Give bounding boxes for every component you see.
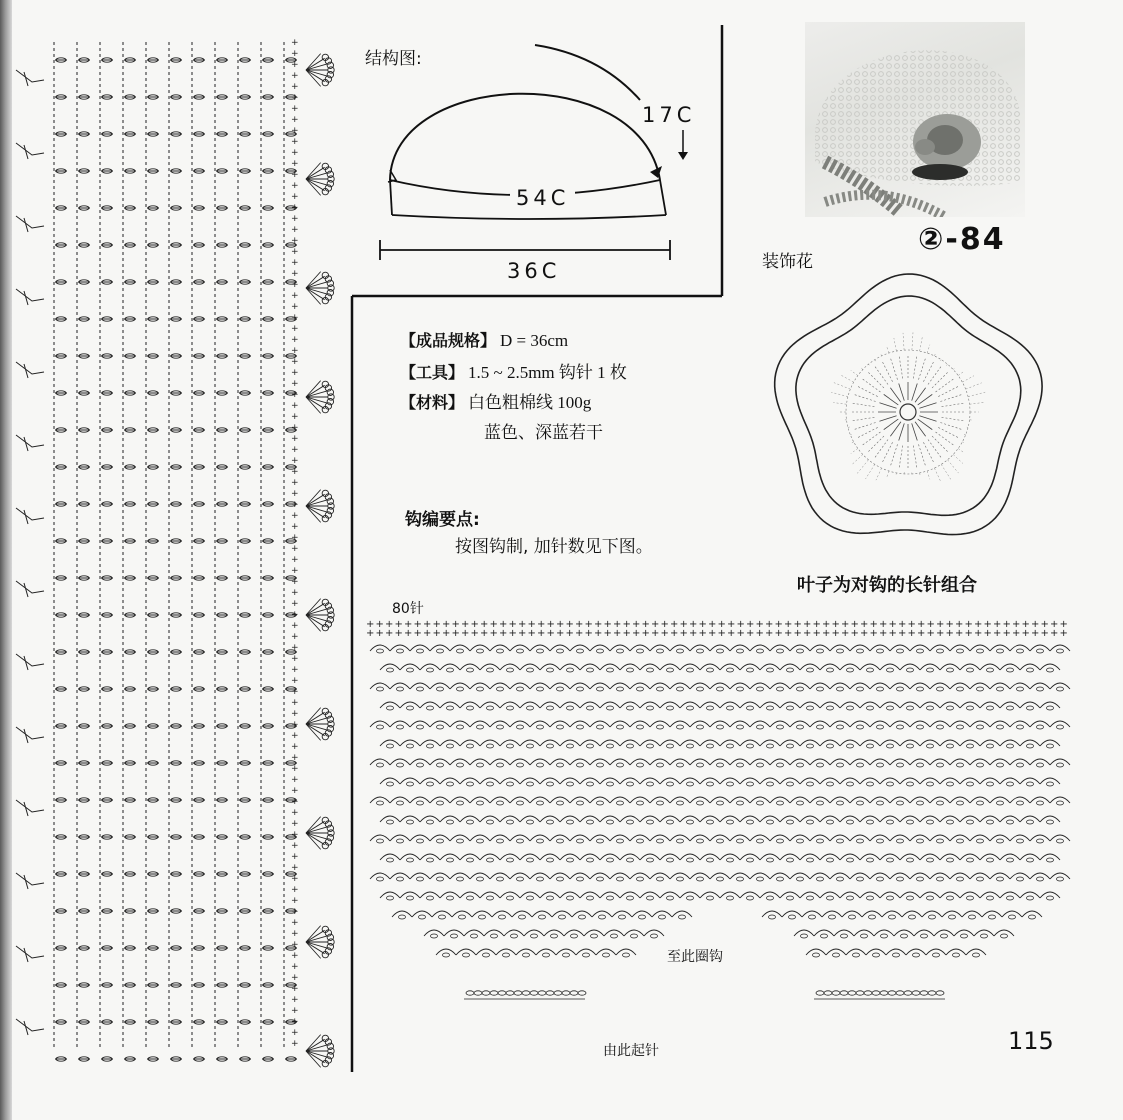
svg-text:+: + <box>565 628 574 639</box>
svg-text:+: + <box>291 467 299 477</box>
svg-text:+: + <box>291 698 299 708</box>
svg-text:+: + <box>983 619 992 630</box>
svg-text:+: + <box>1021 619 1030 630</box>
svg-text:+: + <box>641 619 650 630</box>
svg-text:+: + <box>291 511 299 521</box>
svg-text:+: + <box>291 522 299 532</box>
svg-text:+: + <box>898 628 907 639</box>
svg-text:+: + <box>291 830 299 840</box>
svg-text:+: + <box>291 654 299 664</box>
svg-text:+: + <box>291 841 299 851</box>
svg-text:+: + <box>291 929 299 939</box>
svg-text:+: + <box>291 181 299 191</box>
svg-text:+: + <box>291 478 299 488</box>
svg-text:+: + <box>537 628 546 639</box>
svg-text:+: + <box>736 628 745 639</box>
svg-text:+: + <box>291 324 299 334</box>
svg-text:+: + <box>291 434 299 444</box>
svg-text:+: + <box>291 225 299 235</box>
svg-text:+: + <box>679 628 688 639</box>
svg-text:+: + <box>689 628 698 639</box>
flower-stitches <box>775 274 1042 535</box>
svg-text:+: + <box>291 126 299 136</box>
svg-text:+: + <box>394 628 403 639</box>
svg-text:+: + <box>291 236 299 246</box>
svg-text:+: + <box>1050 619 1059 630</box>
svg-text:+: + <box>291 49 299 59</box>
start-label: 由此起针 <box>603 1043 659 1059</box>
svg-text:+: + <box>291 302 299 312</box>
svg-text:+: + <box>291 170 299 180</box>
svg-text:+: + <box>632 628 641 639</box>
svg-text:+: + <box>670 619 679 630</box>
svg-text:+: + <box>291 951 299 961</box>
crown-crochet-chart <box>360 615 1080 1035</box>
svg-text:+: + <box>907 619 916 630</box>
svg-text:+: + <box>784 628 793 639</box>
svg-text:+: + <box>291 896 299 906</box>
svg-text:+: + <box>641 628 650 639</box>
svg-text:+: + <box>1021 628 1030 639</box>
svg-text:+: + <box>291 918 299 928</box>
svg-text:+: + <box>291 445 299 455</box>
svg-text:+: + <box>822 628 831 639</box>
svg-text:+: + <box>291 390 299 400</box>
svg-text:+: + <box>746 628 755 639</box>
svg-text:+: + <box>860 619 869 630</box>
svg-text:+: + <box>291 346 299 356</box>
svg-text:+: + <box>527 619 536 630</box>
spec-value: D = 36cm <box>500 331 569 350</box>
svg-text:+: + <box>879 619 888 630</box>
svg-text:+: + <box>888 619 897 630</box>
svg-text:+: + <box>291 1017 299 1027</box>
svg-text:+: + <box>291 786 299 796</box>
svg-text:+: + <box>291 599 299 609</box>
svg-text:+: + <box>291 412 299 422</box>
svg-text:+: + <box>717 628 726 639</box>
svg-text:+: + <box>489 628 498 639</box>
dimension-top: 17C <box>642 103 696 127</box>
svg-text:+: + <box>1002 628 1011 639</box>
svg-text:+: + <box>1040 619 1049 630</box>
svg-text:+: + <box>926 619 935 630</box>
svg-text:+: + <box>613 628 622 639</box>
svg-text:+: + <box>291 555 299 565</box>
svg-text:+: + <box>508 619 517 630</box>
svg-text:+: + <box>803 628 812 639</box>
svg-text:+: + <box>955 619 964 630</box>
svg-text:+: + <box>584 619 593 630</box>
svg-text:+: + <box>470 628 479 639</box>
svg-text:+: + <box>404 619 413 630</box>
svg-text:+: + <box>291 995 299 1005</box>
svg-text:+: + <box>955 628 964 639</box>
svg-text:+: + <box>291 676 299 686</box>
svg-text:+: + <box>964 619 973 630</box>
svg-text:+: + <box>291 192 299 202</box>
svg-text:+: + <box>291 973 299 983</box>
svg-text:+: + <box>803 619 812 630</box>
svg-text:+: + <box>917 628 926 639</box>
svg-text:+: + <box>404 628 413 639</box>
svg-text:+: + <box>584 628 593 639</box>
svg-text:+: + <box>974 628 983 639</box>
svg-text:+: + <box>291 456 299 466</box>
svg-text:+: + <box>291 258 299 268</box>
svg-text:+: + <box>679 619 688 630</box>
svg-text:+: + <box>291 742 299 752</box>
spec-line <box>400 328 568 351</box>
spec-value: 蓝色、深蓝若干 <box>484 423 603 442</box>
svg-text:+: + <box>793 619 802 630</box>
flower-title: 装饰花 <box>762 252 813 272</box>
dimension-band: 54C <box>510 186 575 210</box>
svg-text:+: + <box>291 1039 299 1049</box>
spec-value: 白色粗棉线 100g <box>468 393 592 412</box>
svg-text:+: + <box>291 1028 299 1038</box>
svg-text:+: + <box>793 628 802 639</box>
svg-text:+: + <box>451 619 460 630</box>
svg-text:+: + <box>698 619 707 630</box>
svg-text:+: + <box>632 619 641 630</box>
svg-text:+: + <box>291 962 299 972</box>
svg-text:+: + <box>774 619 783 630</box>
spec-line <box>400 358 627 383</box>
svg-text:+: + <box>556 628 565 639</box>
svg-text:+: + <box>1031 619 1040 630</box>
svg-text:+: + <box>1002 619 1011 630</box>
svg-text:+: + <box>423 619 432 630</box>
svg-text:+: + <box>291 940 299 950</box>
svg-text:+: + <box>291 874 299 884</box>
svg-text:+: + <box>1031 628 1040 639</box>
page-number: 115 <box>1008 1027 1054 1055</box>
svg-text:+: + <box>291 632 299 642</box>
svg-text:+: + <box>291 104 299 114</box>
hat-photo <box>805 22 1025 217</box>
svg-text:+: + <box>291 500 299 510</box>
svg-text:+: + <box>291 148 299 158</box>
svg-text:+: + <box>1059 628 1068 639</box>
svg-text:+: + <box>480 619 489 630</box>
svg-text:+: + <box>508 628 517 639</box>
svg-text:+: + <box>575 619 584 630</box>
svg-text:+: + <box>499 619 508 630</box>
svg-text:+: + <box>765 628 774 639</box>
svg-text:+: + <box>879 628 888 639</box>
svg-text:+: + <box>860 628 869 639</box>
svg-text:+: + <box>291 489 299 499</box>
spec-key: 【材料】 <box>400 393 465 412</box>
svg-text:+: + <box>964 628 973 639</box>
svg-text:+: + <box>765 619 774 630</box>
svg-text:+: + <box>831 628 840 639</box>
svg-text:+: + <box>291 588 299 598</box>
svg-text:+: + <box>291 368 299 378</box>
svg-text:+: + <box>291 665 299 675</box>
svg-text:+: + <box>717 619 726 630</box>
svg-text:+: + <box>423 628 432 639</box>
pattern-id <box>918 222 1006 257</box>
spec-line <box>400 388 591 413</box>
svg-text:+: + <box>651 619 660 630</box>
svg-text:+: + <box>385 628 394 639</box>
svg-text:+: + <box>291 885 299 895</box>
svg-text:+: + <box>375 619 384 630</box>
svg-text:+: + <box>291 544 299 554</box>
svg-text:+: + <box>556 619 565 630</box>
svg-text:+: + <box>291 82 299 92</box>
svg-text:+: + <box>291 401 299 411</box>
svg-text:+: + <box>291 753 299 763</box>
svg-text:+: + <box>451 628 460 639</box>
svg-text:+: + <box>366 619 375 630</box>
svg-text:+: + <box>926 628 935 639</box>
spec-key: 【工具】 <box>400 363 465 382</box>
svg-text:+: + <box>291 566 299 576</box>
svg-text:+: + <box>1040 628 1049 639</box>
svg-text:+: + <box>291 610 299 620</box>
structure-title: 结构图: <box>365 49 422 69</box>
svg-text:+: + <box>575 628 584 639</box>
svg-text:+: + <box>622 619 631 630</box>
svg-text:+: + <box>822 619 831 630</box>
svg-text:+: + <box>774 628 783 639</box>
svg-text:+: + <box>291 533 299 543</box>
svg-text:+: + <box>670 628 679 639</box>
svg-text:+: + <box>888 628 897 639</box>
dimension-width: 36C <box>507 259 561 283</box>
svg-text:+: + <box>291 423 299 433</box>
svg-text:+: + <box>917 619 926 630</box>
svg-text:+: + <box>291 60 299 70</box>
svg-text:+: + <box>291 775 299 785</box>
svg-text:+: + <box>841 628 850 639</box>
svg-text:+: + <box>1012 619 1021 630</box>
svg-text:+: + <box>565 619 574 630</box>
svg-text:+: + <box>812 619 821 630</box>
svg-text:+: + <box>727 619 736 630</box>
svg-text:+: + <box>291 687 299 697</box>
svg-text:+: + <box>736 619 745 630</box>
svg-text:+: + <box>291 709 299 719</box>
svg-text:+: + <box>746 619 755 630</box>
svg-text:+: + <box>594 619 603 630</box>
svg-text:+: + <box>480 628 489 639</box>
svg-text:+: + <box>499 628 508 639</box>
svg-text:+: + <box>1050 628 1059 639</box>
svg-text:+: + <box>613 619 622 630</box>
svg-text:+: + <box>291 247 299 257</box>
svg-text:+: + <box>291 159 299 169</box>
svg-text:+: + <box>366 628 375 639</box>
notes-title: 钩编要点: <box>405 510 480 530</box>
svg-text:+: + <box>651 628 660 639</box>
svg-text:+: + <box>812 628 821 639</box>
svg-text:+: + <box>413 628 422 639</box>
svg-text:+: + <box>831 619 840 630</box>
svg-text:+: + <box>291 379 299 389</box>
svg-text:+: + <box>291 720 299 730</box>
svg-text:+: + <box>461 619 470 630</box>
spec-key: 【成品规格】 <box>400 331 497 350</box>
svg-text:+: + <box>537 619 546 630</box>
svg-text:+: + <box>660 619 669 630</box>
svg-text:+: + <box>413 619 422 630</box>
svg-text:+: + <box>755 619 764 630</box>
svg-text:+: + <box>527 628 536 639</box>
svg-text:+: + <box>291 335 299 345</box>
svg-text:+: + <box>993 619 1002 630</box>
spec-line <box>480 418 603 443</box>
svg-text:+: + <box>784 619 793 630</box>
flower-diagram <box>760 270 1060 560</box>
svg-text:+: + <box>291 38 299 48</box>
svg-text:+: + <box>708 628 717 639</box>
flower-caption: 叶子为对钩的长针组合 <box>797 575 977 596</box>
svg-text:+: + <box>442 628 451 639</box>
stitch-count-label: 80针 <box>392 601 424 617</box>
svg-text:+: + <box>291 115 299 125</box>
svg-text:+: + <box>291 852 299 862</box>
notes-text: 按图钩制, 加针数见下图。 <box>455 537 653 557</box>
svg-text:+: + <box>291 357 299 367</box>
svg-text:+: + <box>291 731 299 741</box>
svg-text:+: + <box>394 619 403 630</box>
svg-text:+: + <box>698 628 707 639</box>
svg-text:+: + <box>983 628 992 639</box>
svg-text:+: + <box>907 628 916 639</box>
svg-text:+: + <box>470 619 479 630</box>
svg-text:+: + <box>291 764 299 774</box>
svg-text:+: + <box>850 619 859 630</box>
svg-text:+: + <box>291 577 299 587</box>
svg-text:+: + <box>594 628 603 639</box>
svg-text:+: + <box>291 984 299 994</box>
svg-text:+: + <box>291 269 299 279</box>
svg-text:+: + <box>727 628 736 639</box>
svg-text:+: + <box>291 280 299 290</box>
svg-text:+: + <box>622 628 631 639</box>
svg-text:+: + <box>291 863 299 873</box>
svg-text:+: + <box>291 797 299 807</box>
svg-text:+: + <box>755 628 764 639</box>
svg-text:+: + <box>546 619 555 630</box>
svg-text:+: + <box>936 628 945 639</box>
spec-value: 1.5 ~ 2.5mm 钩针 1 枚 <box>468 363 627 382</box>
svg-text:+: + <box>461 628 470 639</box>
svg-text:+: + <box>869 619 878 630</box>
svg-text:+: + <box>708 619 717 630</box>
svg-text:+: + <box>375 628 384 639</box>
svg-text:+: + <box>546 628 555 639</box>
svg-text:+: + <box>385 619 394 630</box>
svg-text:+: + <box>518 619 527 630</box>
svg-text:+: + <box>291 643 299 653</box>
svg-text:+: + <box>291 819 299 829</box>
hat-structure-diagram <box>370 30 710 290</box>
svg-text:+: + <box>689 619 698 630</box>
svg-text:+: + <box>974 619 983 630</box>
svg-text:+: + <box>869 628 878 639</box>
svg-text:+: + <box>432 619 441 630</box>
svg-text:+: + <box>603 628 612 639</box>
svg-text:+: + <box>291 621 299 631</box>
svg-text:+: + <box>291 291 299 301</box>
svg-text:+: + <box>841 619 850 630</box>
svg-text:+: + <box>1059 619 1068 630</box>
svg-text:+: + <box>291 214 299 224</box>
svg-text:+: + <box>291 137 299 147</box>
svg-text:+: + <box>898 619 907 630</box>
svg-text:+: + <box>936 619 945 630</box>
svg-text:+: + <box>291 71 299 81</box>
svg-text:+: + <box>291 93 299 103</box>
svg-text:+: + <box>291 907 299 917</box>
svg-text:+: + <box>603 619 612 630</box>
svg-text:+: + <box>432 628 441 639</box>
join-label: 至此圈钩 <box>667 949 723 965</box>
svg-text:+: + <box>291 1006 299 1016</box>
svg-text:+: + <box>291 203 299 213</box>
svg-text:+: + <box>291 313 299 323</box>
svg-text:+: + <box>1012 628 1021 639</box>
svg-text:+: + <box>850 628 859 639</box>
svg-text:+: + <box>291 808 299 818</box>
svg-text:+: + <box>489 619 498 630</box>
svg-text:+: + <box>442 619 451 630</box>
crown-chart-stitches <box>366 619 1070 999</box>
svg-text:+: + <box>660 628 669 639</box>
svg-text:+: + <box>945 619 954 630</box>
svg-text:+: + <box>993 628 1002 639</box>
svg-text:+: + <box>945 628 954 639</box>
pattern-id-text: ②-84 <box>918 222 1006 257</box>
svg-text:+: + <box>518 628 527 639</box>
